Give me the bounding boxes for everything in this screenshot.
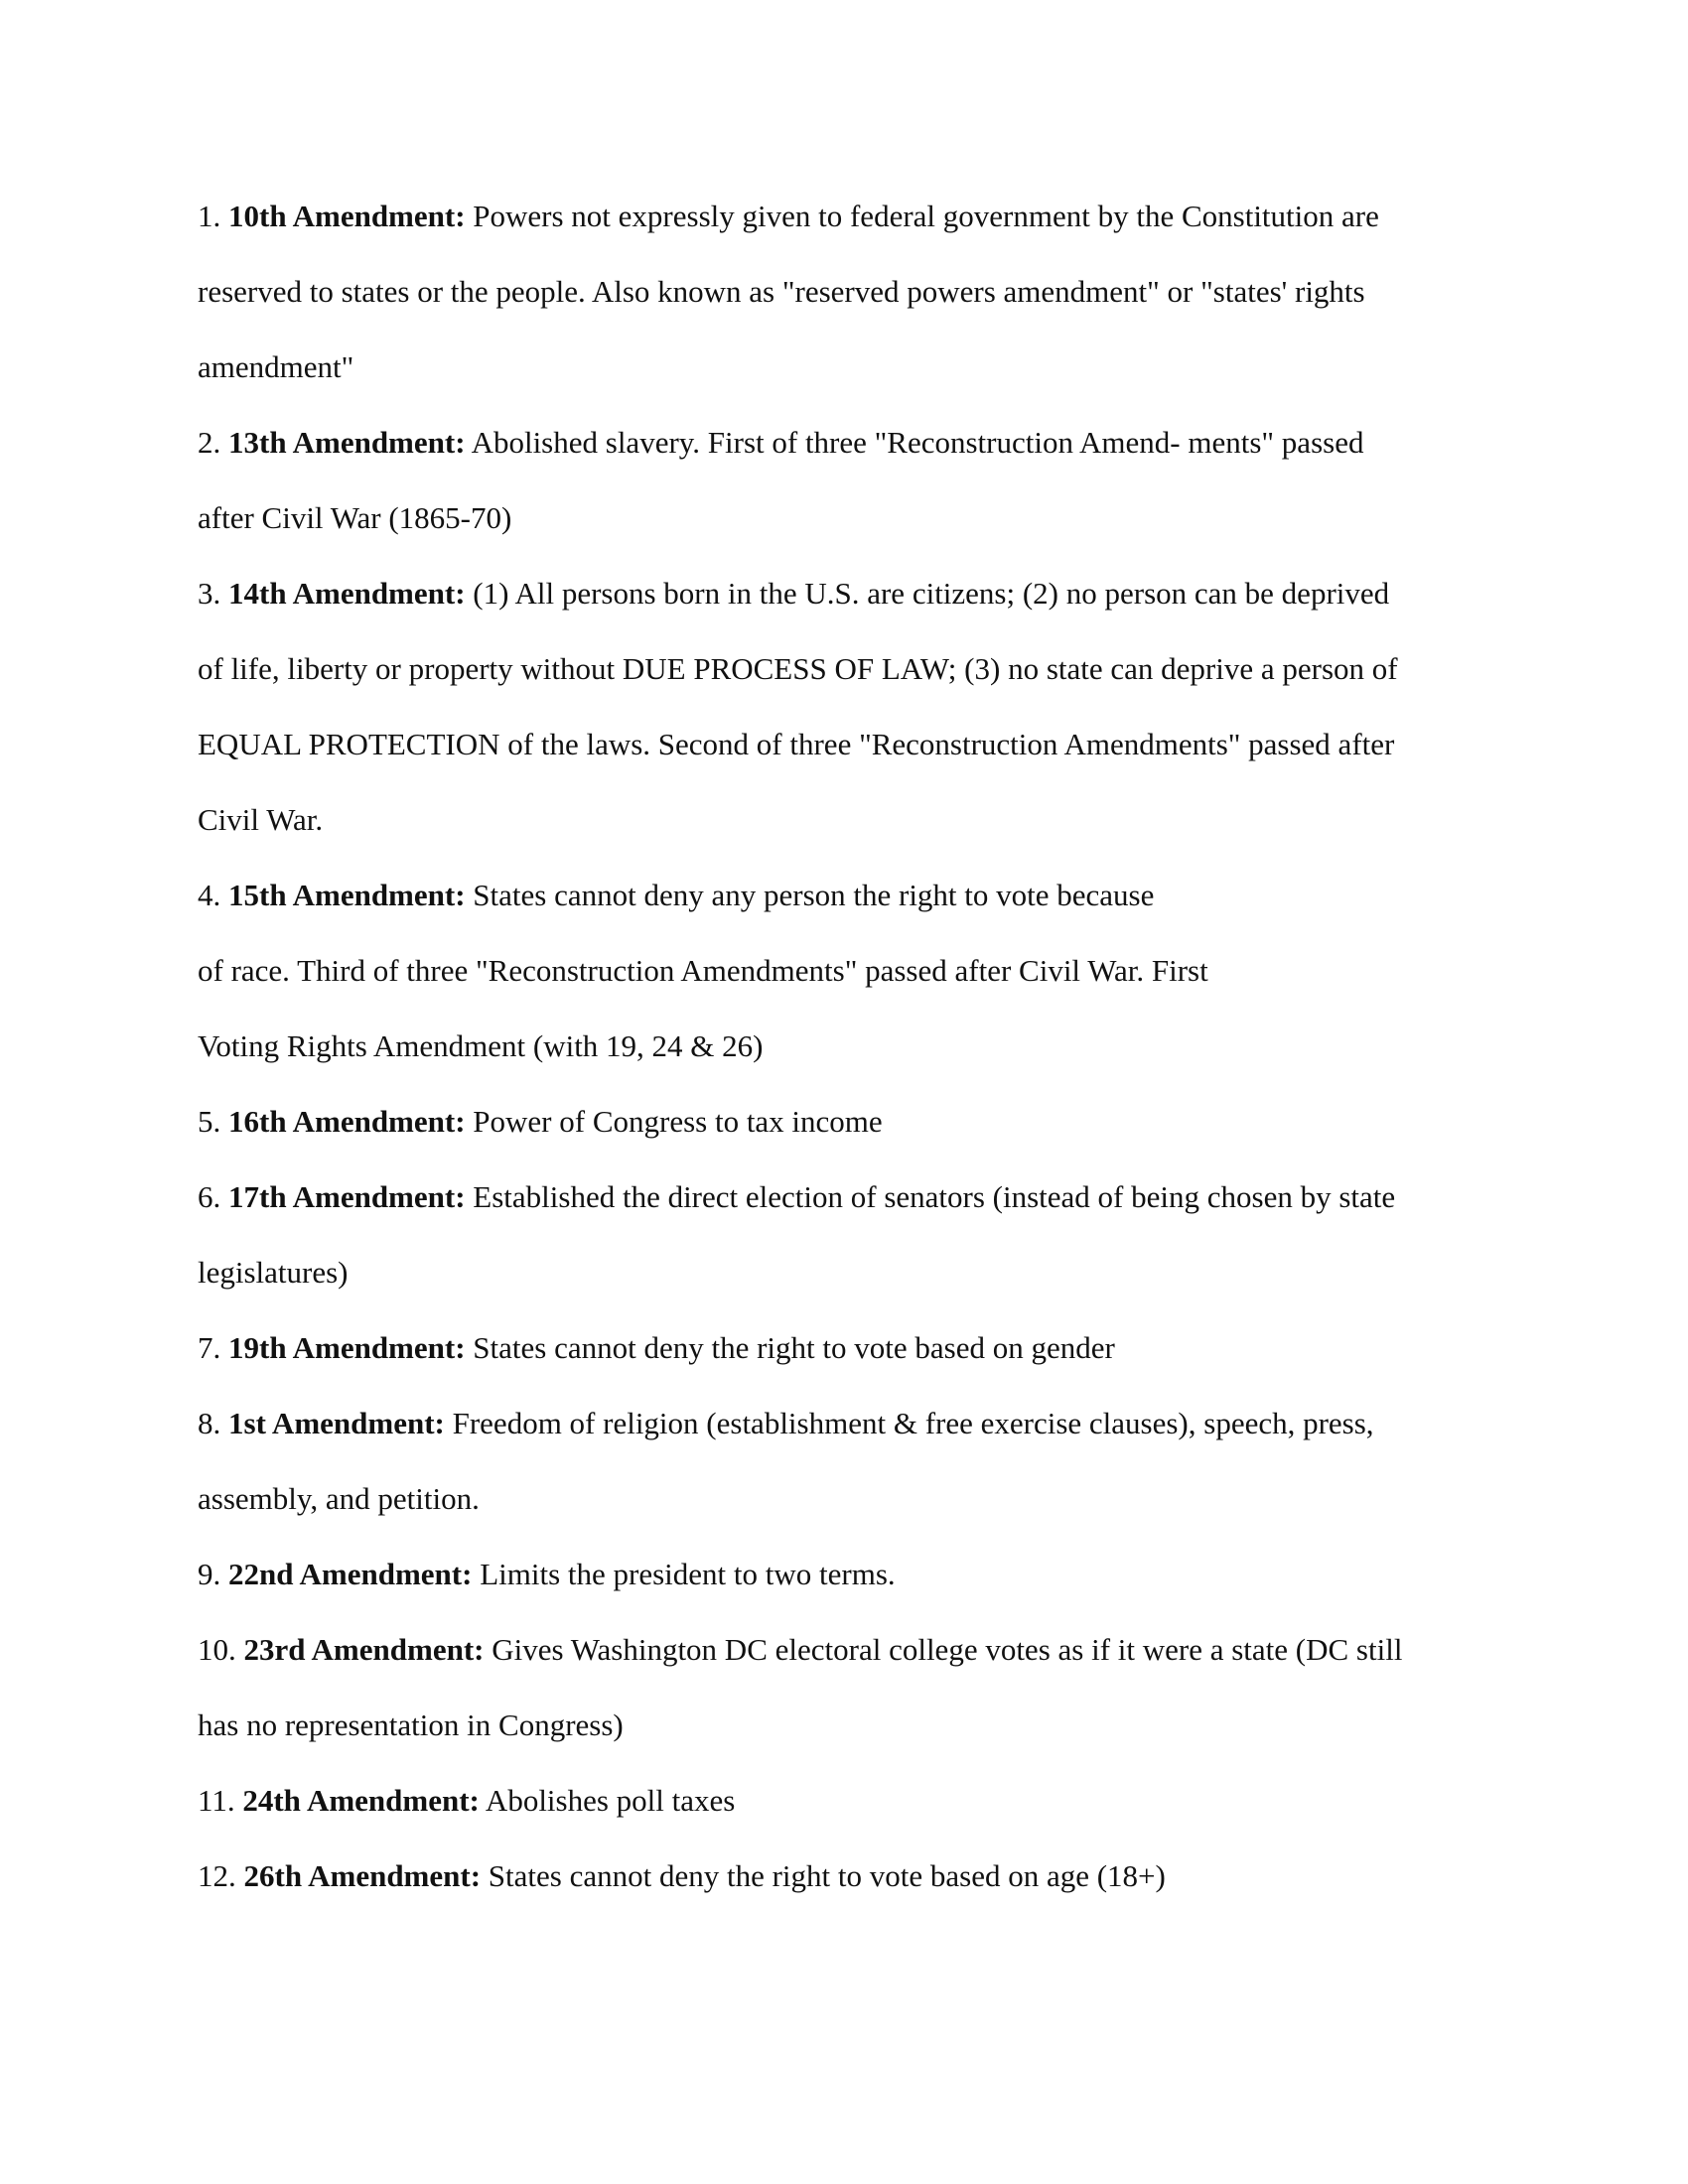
item-term: 14th Amendment:: [228, 576, 466, 611]
item-number: 8.: [198, 1406, 221, 1440]
item-line: EQUAL PROTECTION of the laws. Second of three "Reconstruction Amendments" passed after: [198, 727, 1395, 761]
item-line: of race. Third of three "Reconstruction Amendments" passed after Civil War. First: [198, 953, 1208, 988]
item-text: Power of Congress to tax income: [465, 1104, 883, 1139]
item-line: [198, 1628, 1508, 1704]
item-number: 5.: [198, 1104, 221, 1139]
list-item: [198, 195, 1508, 421]
item-term: 22nd Amendment:: [228, 1557, 473, 1591]
item-number: 9.: [198, 1557, 221, 1591]
item-line: [198, 1402, 1508, 1477]
item-text: Gives Washington DC electoral college votes as if it were a state (DC still: [484, 1632, 1403, 1667]
list-item: [198, 1854, 1508, 1930]
item-number: 2.: [198, 425, 221, 460]
item-line: assembly, and petition.: [198, 1481, 480, 1516]
item-text: States cannot deny the right to vote based on gender: [465, 1330, 1115, 1365]
item-term: 13th Amendment:: [228, 425, 466, 460]
item-line: has no representation in Congress): [198, 1707, 624, 1742]
item-term: 10th Amendment:: [228, 199, 466, 233]
item-number: 10.: [198, 1632, 236, 1667]
list-item: [198, 421, 1508, 572]
item-line: [198, 195, 1508, 270]
item-line: [198, 572, 1508, 647]
item-text: Abolishes poll taxes: [479, 1783, 736, 1818]
item-number: 3.: [198, 576, 221, 611]
item-text: (1) All persons born in the U.S. are citizens; (2) no person can be deprived: [465, 576, 1390, 611]
item-line: of life, liberty or property without DUE PROCESS OF LAW; (3) no state can deprive a person of: [198, 651, 1398, 686]
item-term: 1st Amendment:: [228, 1406, 445, 1440]
item-term: 19th Amendment:: [228, 1330, 466, 1365]
list-item: [198, 572, 1508, 874]
item-line: [198, 1553, 1508, 1628]
item-line: Voting Rights Amendment (with 19, 24 & 26): [198, 1028, 764, 1063]
item-number: 11.: [198, 1783, 235, 1818]
item-term: 15th Amendment:: [228, 878, 466, 912]
list-item: [198, 1779, 1508, 1854]
item-term: 17th Amendment:: [228, 1179, 466, 1214]
item-number: 4.: [198, 878, 221, 912]
list-item: [198, 1402, 1508, 1553]
item-line: after Civil War (1865-70): [198, 500, 512, 535]
list-item: [198, 1175, 1508, 1326]
item-line: [198, 1100, 1508, 1175]
amendment-list: [198, 195, 1508, 1930]
item-number: 12.: [198, 1858, 236, 1893]
item-line: legislatures): [198, 1255, 349, 1290]
item-text: Limits the president to two terms.: [472, 1557, 896, 1591]
item-number: 6.: [198, 1179, 221, 1214]
item-text: Abolished slavery. First of three "Reconstruction Amend- ments" passed: [465, 425, 1364, 460]
list-item: [198, 1326, 1508, 1402]
item-line: amendment": [198, 349, 354, 384]
list-item: [198, 1628, 1508, 1779]
list-item: [198, 1553, 1508, 1628]
item-text: Powers not expressly given to federal government by the Constitution are: [465, 199, 1379, 233]
item-line: [198, 1175, 1508, 1251]
item-line: Civil War.: [198, 802, 324, 837]
item-term: 24th Amendment:: [242, 1783, 480, 1818]
item-text: States cannot deny any person the right to vote because: [465, 878, 1155, 912]
item-number: 7.: [198, 1330, 221, 1365]
item-line: [198, 421, 1508, 496]
item-number: 1.: [198, 199, 221, 233]
item-line: reserved to states or the people. Also known as "reserved powers amendment" or "states' rights: [198, 274, 1365, 309]
item-line: [198, 1854, 1508, 1930]
item-term: 26th Amendment:: [243, 1858, 482, 1893]
item-line: [198, 1779, 1508, 1854]
item-text: Freedom of religion (establishment & free exercise clauses), speech, press,: [444, 1406, 1374, 1440]
item-text: States cannot deny the right to vote based on age (18+): [481, 1858, 1166, 1893]
item-line: [198, 874, 1508, 949]
item-term: 16th Amendment:: [228, 1104, 466, 1139]
list-item: [198, 1100, 1508, 1175]
list-item: [198, 874, 1508, 1100]
item-term: 23rd Amendment:: [243, 1632, 485, 1667]
item-text: Established the direct election of senators (instead of being chosen by state: [465, 1179, 1396, 1214]
item-line: [198, 1326, 1508, 1402]
